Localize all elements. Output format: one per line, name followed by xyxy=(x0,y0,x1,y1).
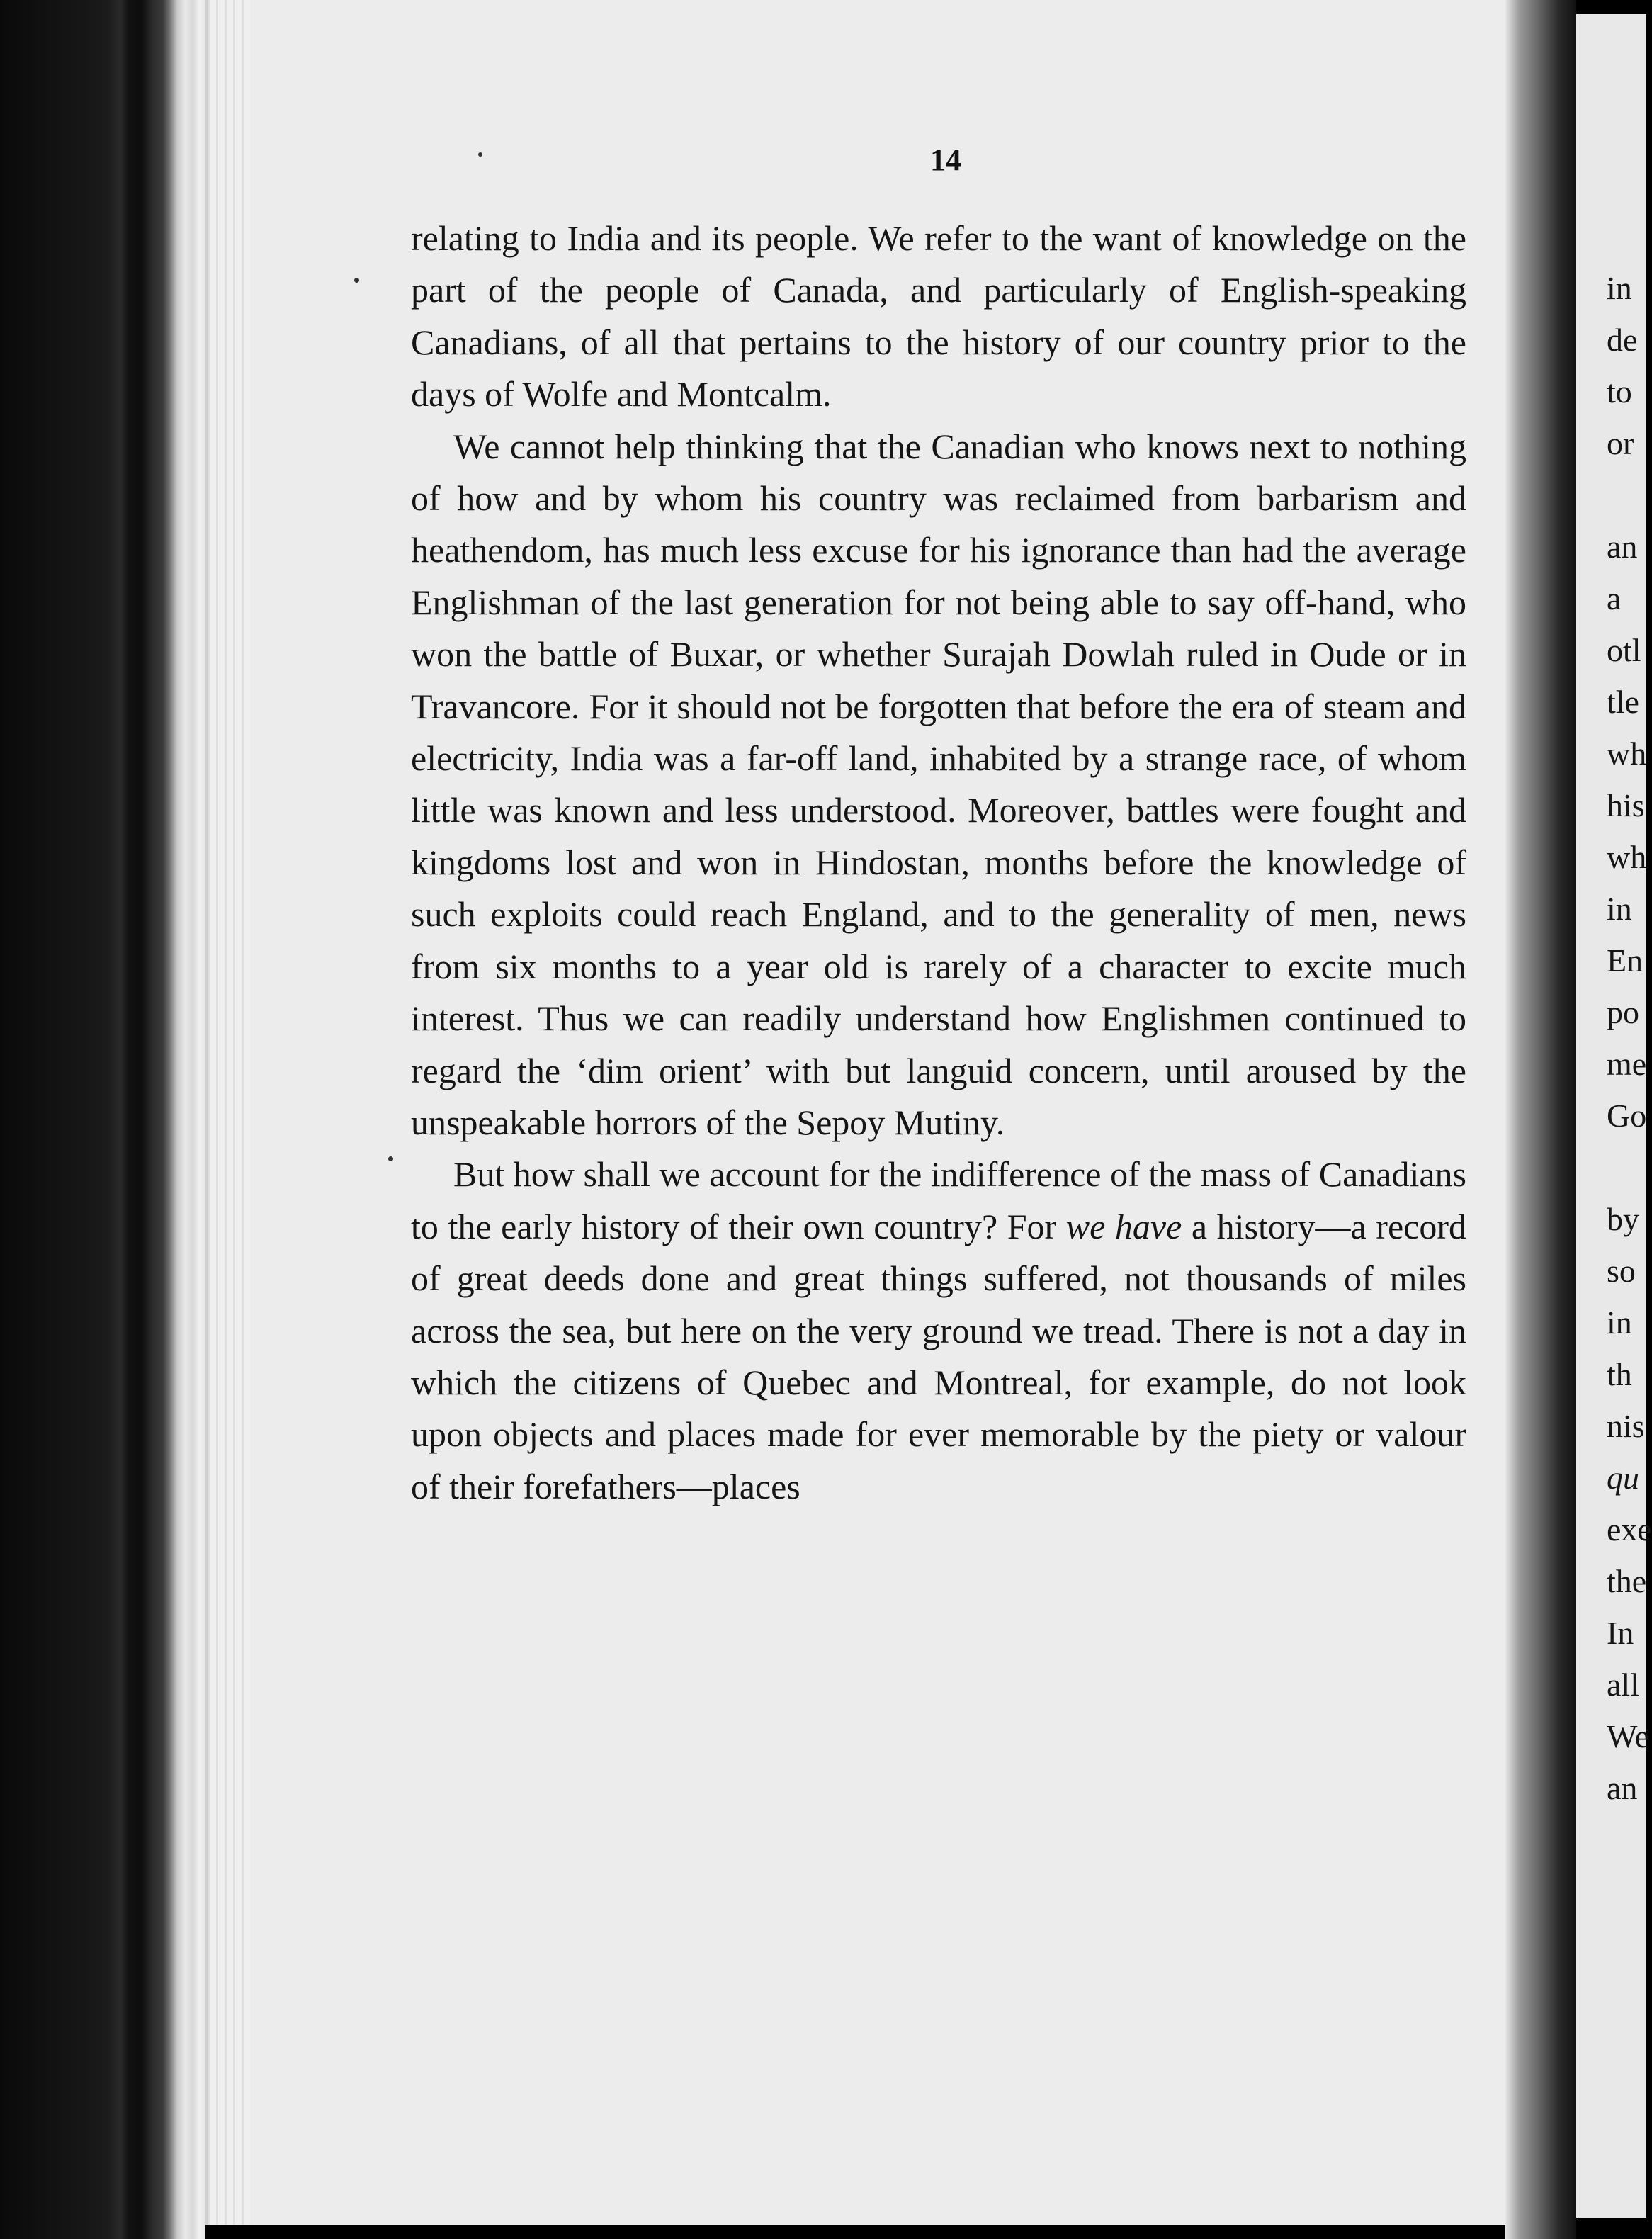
page-edge-lines xyxy=(208,0,250,2225)
speck xyxy=(354,278,359,283)
facing-page-fragment: me xyxy=(1607,1046,1647,1082)
facing-page-fragment: exe xyxy=(1607,1511,1652,1547)
facing-page-fragment: wh xyxy=(1607,735,1647,772)
facing-page-fragment: in xyxy=(1607,891,1632,927)
paragraph-3 xyxy=(411,1149,1466,1513)
facing-page-fragment: the xyxy=(1607,1563,1647,1599)
speck xyxy=(478,152,482,157)
speck xyxy=(388,1156,393,1161)
paragraph-1 xyxy=(411,213,1466,421)
paragraph-3-italic-phrase: we have xyxy=(1065,1206,1182,1246)
facing-page-fragment: En xyxy=(1607,942,1643,978)
facing-page-fragment: by xyxy=(1607,1201,1639,1237)
book-gutter-shadow xyxy=(1505,0,1576,2239)
facing-page-fragment: tle xyxy=(1607,684,1639,720)
facing-page-fragment: to xyxy=(1607,373,1632,410)
page-number: 14 xyxy=(930,142,961,177)
facing-page-fragment: In xyxy=(1607,1615,1634,1651)
paragraph-3-text-a: But how shall we account for the indifference of the mass of Canadians to the early history of their own country? For xyxy=(411,1154,1466,1246)
facing-page-fragment: in xyxy=(1607,270,1632,306)
facing-page-text-fragments xyxy=(1607,262,1652,1814)
facing-page-fragment: so xyxy=(1607,1253,1636,1289)
facing-page-fragment: po xyxy=(1607,994,1639,1030)
facing-page-fragment: a xyxy=(1607,580,1622,616)
facing-page-fragment: his xyxy=(1607,787,1645,823)
facing-page-fragment: de xyxy=(1607,322,1638,358)
facing-page-fragment: Go xyxy=(1607,1098,1647,1134)
facing-page-fragment: We xyxy=(1607,1718,1650,1754)
paragraph-2-text: We cannot help thinking that the Canadian who knows next to nothing of how and by whom his country was reclaimed from barbarism and heathendom, has much less excuse for his ignorance than had the average Englishman of the last generation for not being able to say off-hand, who won the battle of Buxar, or whether Surajah Dowlah ruled in Oude or in Travancore. For it should not be forgotten that before the era of steam and electricity, India was a far-off land, inhabited by a strange race, of whom little was known and less understood. Moreover, battles were fought and kingdoms lost and won in Hindostan, months before the knowledge of such exploits could reach England, and to the generality of men, news from six months to a year old is rarely of a character to excite much interest. Thus we can readily understand how Englishmen continued to regard the ‘dim orient’ with but languid concern, until aroused by the unspeakable horrors of the Sepoy Mutiny. xyxy=(411,426,1466,1142)
paragraph-2 xyxy=(411,421,1466,1149)
paragraph-3-text-b: a history—a record of great deeds done and great things suffered, not thousands of miles across the sea, but here on the very ground we tread. There is not a day in which the citizens of Quebec and Montreal, for example, do not look upon objects and places made for ever memorable by the piety or valour of their forefathers—places xyxy=(411,1206,1466,1506)
facing-page-fragment: nis xyxy=(1607,1408,1645,1444)
facing-page-fragment xyxy=(1607,469,1646,521)
facing-page-fragment: an xyxy=(1607,529,1638,565)
facing-page-fragment: otl xyxy=(1607,632,1641,668)
facing-page-fragment: all xyxy=(1607,1666,1639,1703)
book-edge-left xyxy=(0,0,205,2239)
facing-page-fragment xyxy=(1607,1141,1646,1193)
facing-page-fragment: wh xyxy=(1607,839,1647,875)
facing-page-fragment: an xyxy=(1607,1770,1638,1806)
facing-page-fragment: or xyxy=(1607,425,1634,461)
facing-page-fragment: in xyxy=(1607,1304,1632,1341)
paragraph-1-text: relating to India and its people. We refer to the want of knowledge on the part of the people of Canada, and particularly of English-speaking Canadians, of all that pertains to the history of our country prior to the days of Wolfe and Montcalm. xyxy=(411,218,1466,414)
page-body-text xyxy=(411,213,1466,1513)
facing-page-fragment: th xyxy=(1607,1356,1632,1392)
facing-page-fragment: qu xyxy=(1607,1460,1639,1496)
